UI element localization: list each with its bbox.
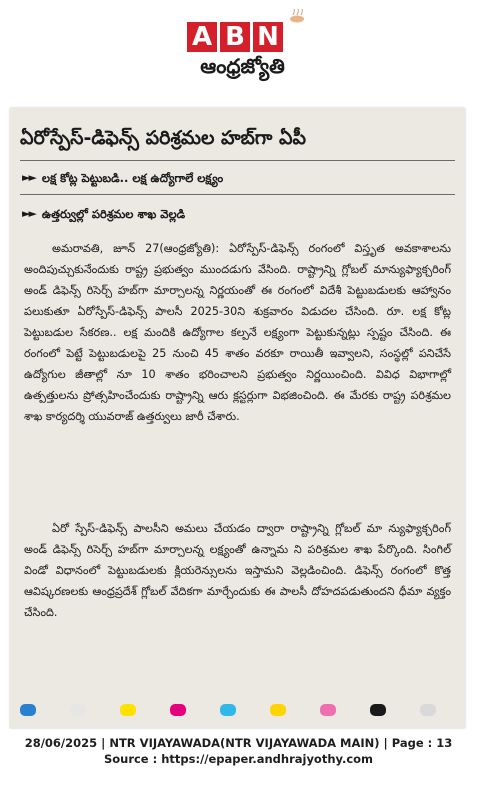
article-clipping — [10, 108, 465, 728]
print-color-swatches — [20, 704, 460, 718]
double-chevron-icon: ►► — [22, 171, 35, 184]
article-headline: ఏరోస్పేస్-డిఫెన్స్ పరిశ్రమల హబ్‌గా ఏపీ — [20, 127, 307, 149]
coffee-cup-icon — [288, 8, 306, 24]
logo-subtitle: ఆంధ్రజ్యోతి — [200, 54, 285, 78]
swatch-cyan — [220, 704, 236, 716]
logo-letter-a: A — [187, 22, 217, 52]
article-paragraph-2: ఏరో స్పేస్-డిఫెన్స్ పాలసీని అమలు చేయడం ద్వారా రాష్ట్రాన్ని గ్లోబల్ మా న్యుఫ్యాక్చరింగ్ అండ్ డిఫెన్స్ రిసెర్చ్ హబ్‌గా మార్చాలన్న లక్ష్యంతో ఉన్నామ ని పరిశ్రమల శాఖ పేర్కొంది. సింగిల్ విండో విధానంలో పెట్టుబడులకు క్లియరెన్సులను ఇస్తామని వెల్లడించింది. డిఫెన్స్ రంగంలో కొత్త ఆవిష్కరణలకు ఆంధ్రప్రదేశ్ గ్లోబల్ వేదికగా మార్చేందుకు ఈ పాలసీ దోహదపడుతుందని ధీమా వ్యక్తం చేసింది. — [24, 522, 451, 619]
swatch-light-gray — [70, 704, 86, 716]
masthead — [0, 0, 477, 110]
headline-divider — [20, 160, 455, 161]
subheadline-2 — [22, 206, 185, 222]
article-paragraph-1: అమరావతి, జూన్ 27(ఆంధ్రజ్యోతి): ఏరోస్పేస్-డిఫెన్స్ రంగంలో విస్తృత అవకాశాలను అందిపుచ్చుకునేందుకు రాష్ట్ర ప్రభుత్వం ముందడుగు వేసింది. రాష్ట్రాన్ని గ్లోబల్ మాన్యుఫ్యాక్చరింగ్ అండ్ డిఫెన్స్ రిసెర్చ్ హబ్‌గా మార్చాలన్న నిర్ణయంతో ఈ రంగంలో విదేశీ పెట్టుబడులకు ఆహ్వానం పలుకుతూ ఏరోస్పేస్-డిఫెన్స్ పాలసీ 2025-30ని శుక్రవారం విడుదల చేసింది. రూ. లక్ష కోట్ల పెట్టుబడుల సేకరణ.. లక్ష మందికి ఉద్యోగాల కల్పనే లక్ష్యంగా పెట్టుకున్నట్లు స్పష్టం చేసింది. ఈ రంగంలో పెట్టే పెట్టుబడులపై 25 నుంచి 45 శాతం వరకూ రాయితీ ఇవ్వాలని, సంస్థల్లో పనిచేసే ఉద్యోగుల జీతాల్లో నూ 10 శాతం భరించాలని ప్రభుత్వం నిర్ణయించింది. వివిధ విభాగాల్లో ఉత్పత్తులను ప్రోత్సహించేందుకు రాష్ట్రాన్ని ఆరు క్లస్టర్లుగా విభజించింది. ఈ మేరకు రాష్ట్ర పరిశ్రమల శాఖ కార్యదర్శి యువరాజ్ ఉత్తర్వులు జారీ చేశారు. — [24, 242, 451, 423]
subheadline-1 — [22, 170, 223, 186]
logo-letter-n: N — [253, 22, 283, 52]
footer-edition-info: 28/06/2025 | NTR VIJAYAWADA(NTR VIJAYAWADA MAIN) | Page : 13 — [24, 736, 453, 750]
swatch-blue — [20, 704, 36, 716]
subheadline-divider — [20, 194, 455, 195]
swatch-gold — [270, 704, 286, 716]
swatch-yellow — [120, 704, 136, 716]
swatch-magenta — [170, 704, 186, 716]
double-chevron-icon: ►► — [22, 207, 35, 220]
subheadline-2-text: ఉత్తర్వుల్లో పరిశ్రమల శాఖ వెల్లడి — [41, 207, 186, 221]
abn-logo — [187, 22, 283, 52]
swatch-pink — [320, 704, 336, 716]
logo-letter-b: B — [220, 22, 250, 52]
swatch-gray — [420, 704, 436, 716]
page-footer — [0, 735, 477, 767]
subheadline-1-text: లక్ష కోట్ల పెట్టుబడి.. లక్ష ఉద్యోగాలే లక్ష్యం — [41, 171, 224, 185]
swatch-black — [370, 704, 386, 716]
footer-source: Source : https://epaper.andhrajyothy.com — [103, 752, 374, 766]
